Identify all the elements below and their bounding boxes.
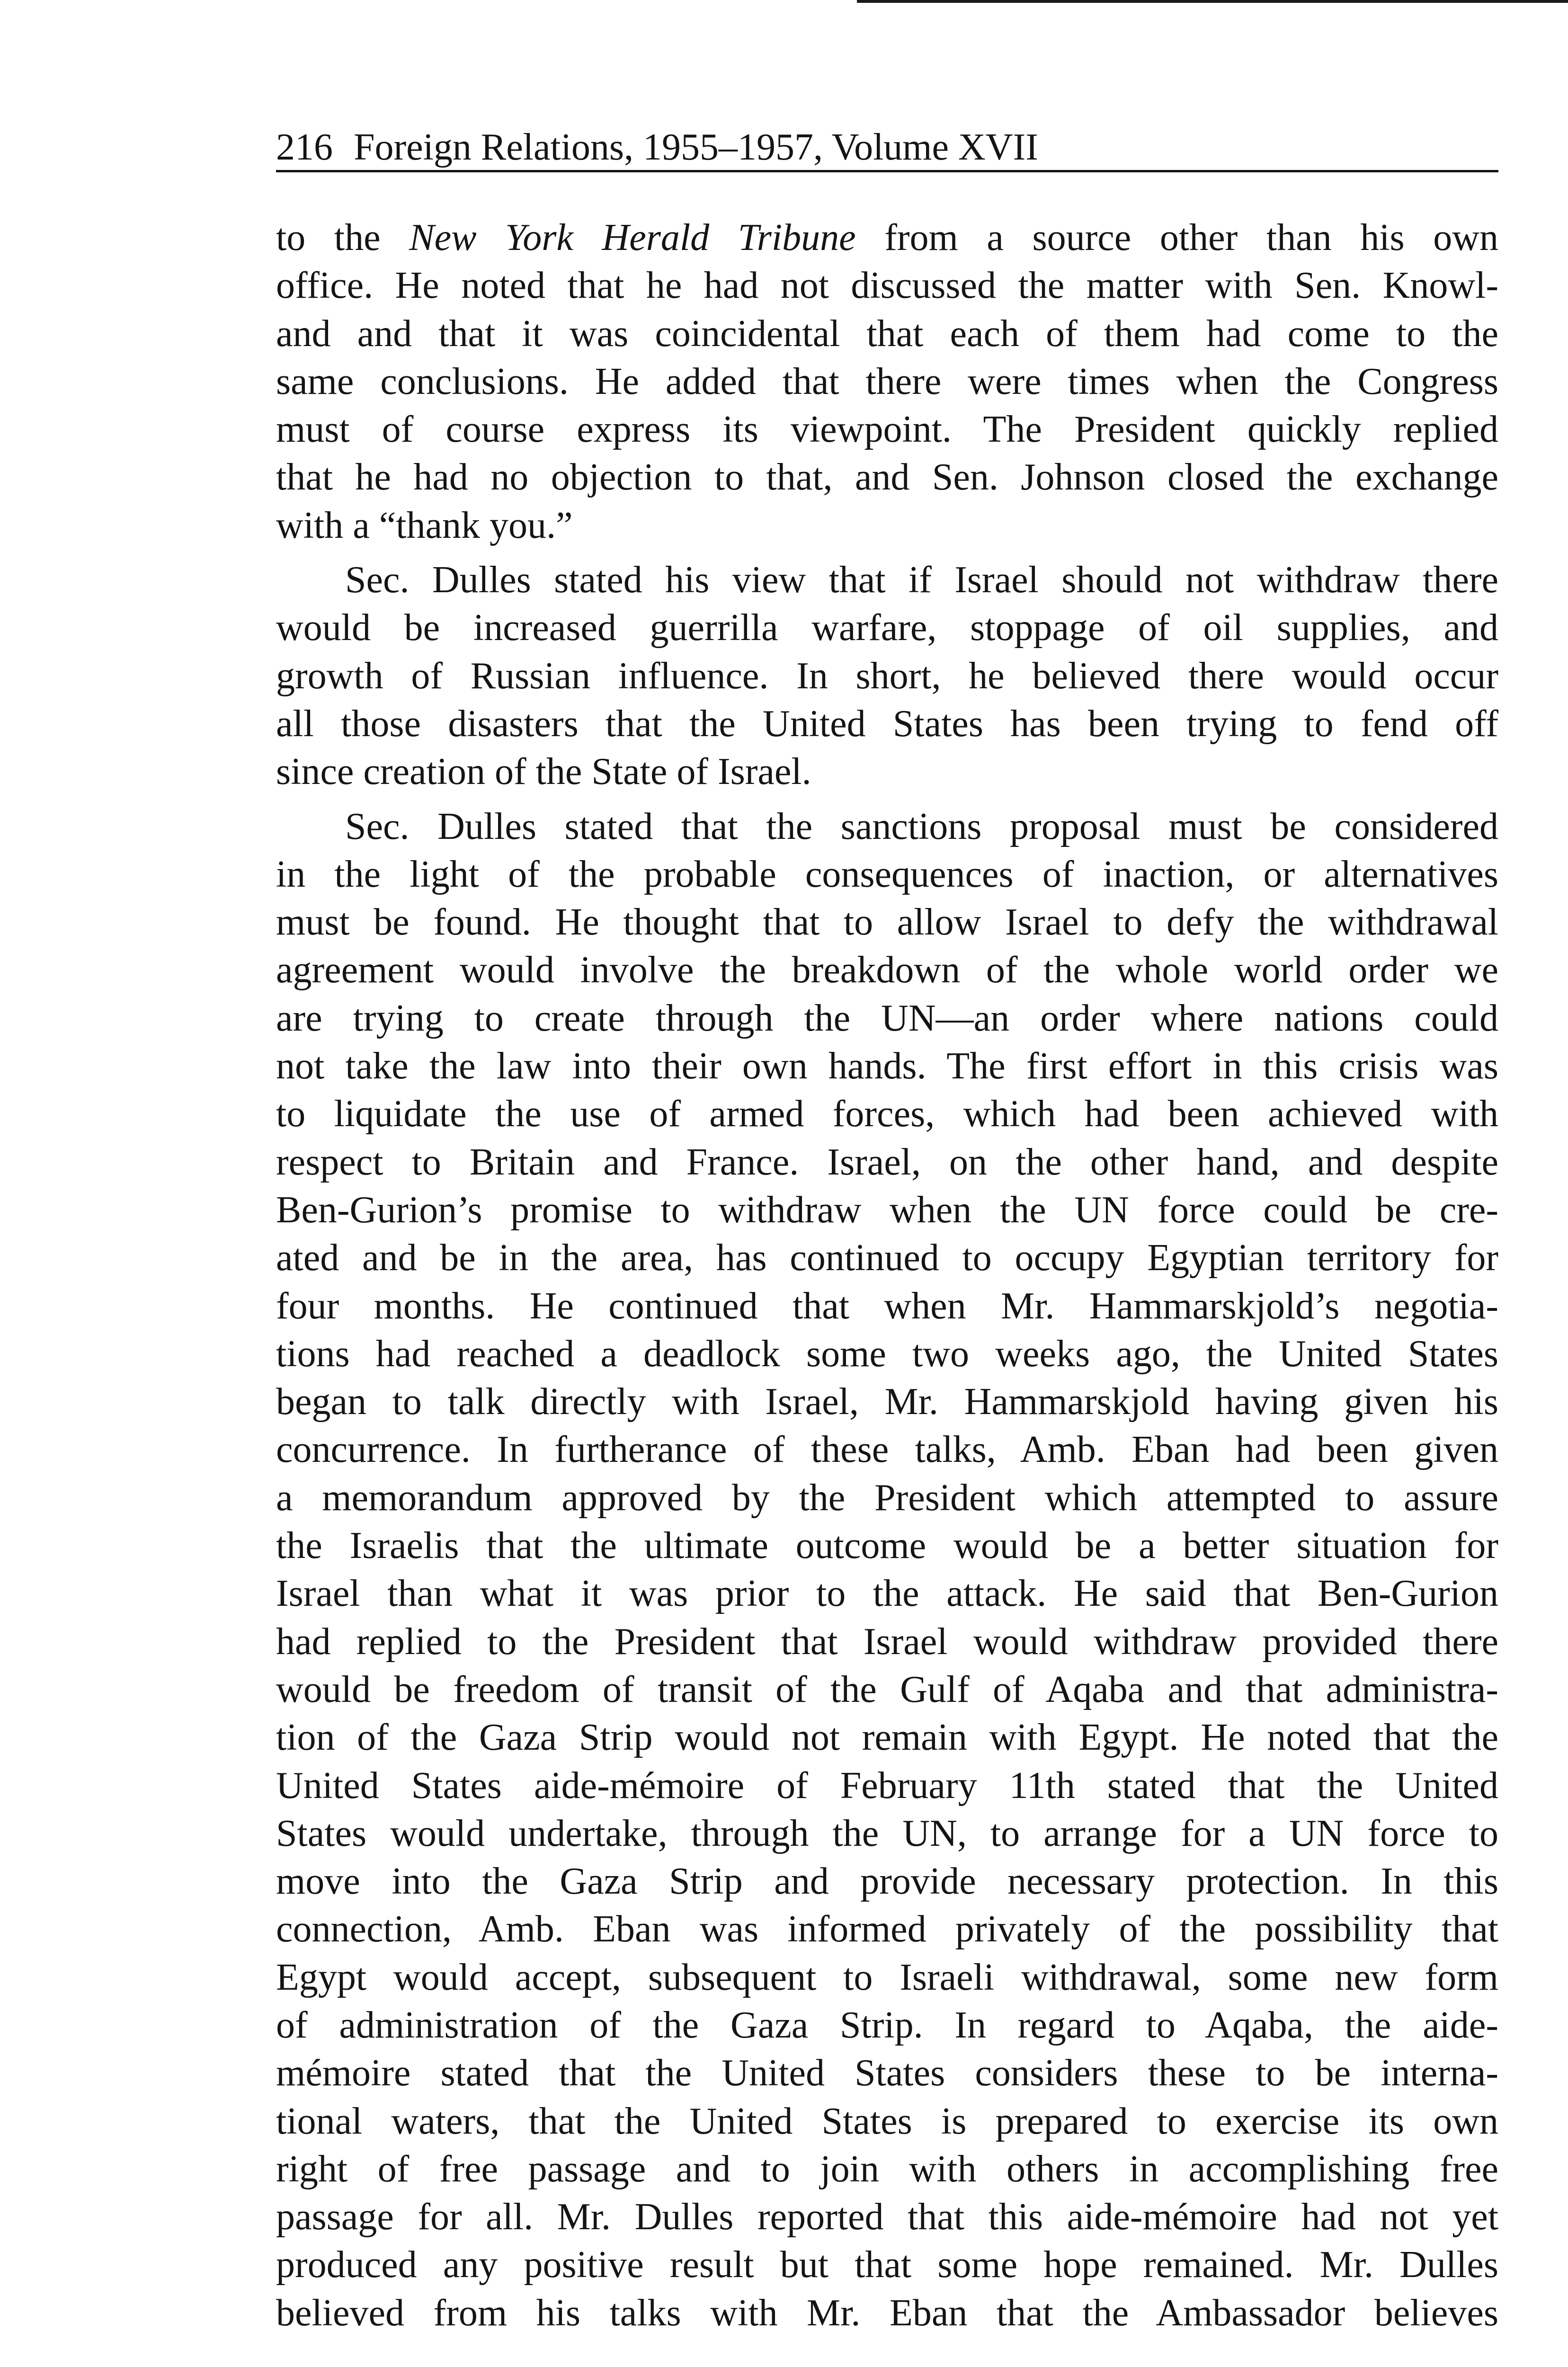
text-line: mémoire stated that the United States considers these to be interna-	[276, 2052, 1498, 2094]
text-line: passage for all. Mr. Dulles reported that this aide-mémoire had not yet	[276, 2196, 1498, 2238]
text-line: since creation of the State of Israel.	[276, 751, 811, 793]
text-fragment: to the	[276, 217, 410, 258]
text-line: in the light of the probable consequences of inaction, or alternatives	[276, 853, 1498, 895]
text-line: Israel than what it was prior to the attack. He said that Ben-Gurion	[276, 1573, 1498, 1615]
text-line: believed from his talks with Mr. Eban that the Ambassador believes	[276, 2292, 1498, 2334]
text-line: four months. He continued that when Mr. Hammarskjold’s negotia-	[276, 1285, 1498, 1327]
text-line	[276, 214, 1498, 262]
text-line: tion of the Gaza Strip would not remain with Egypt. He noted that the	[276, 1717, 1498, 1759]
newspaper-title: New York Herald Tribune	[409, 217, 856, 258]
text-line: all those disasters that the United States has been trying to fend off	[276, 703, 1498, 745]
text-fragment: from a source other than his own	[855, 217, 1499, 258]
text-line: must be found. He thought that to allow Israel to defy the withdrawal	[276, 901, 1498, 943]
running-title: Foreign Relations, 1955–1957, Volume XVII	[354, 126, 1038, 168]
text-line: States would undertake, through the UN, to arrange for a UN force to	[276, 1812, 1498, 1854]
header-text	[276, 128, 1038, 166]
text-line: agreement would involve the breakdown of the whole world order we	[276, 949, 1498, 991]
text-line: Egypt would accept, subsequent to Israeli withdrawal, some new form	[276, 1956, 1498, 1998]
text-line: the Israelis that the ultimate outcome would be a better situation for	[276, 1525, 1498, 1567]
text-line: United States aide-mémoire of February 11th stated that the United	[276, 1764, 1498, 1806]
text-line: that he had no objection to that, and Sen. Johnson closed the exchange	[276, 456, 1498, 498]
text-line: produced any positive result but that some hope remained. Mr. Dulles	[276, 2244, 1498, 2286]
text-line: tions had reached a deadlock some two weeks ago, the United States	[276, 1333, 1498, 1375]
text-line: concurrence. In furtherance of these talks, Amb. Eban had been given	[276, 1429, 1498, 1471]
page-number: 216	[276, 126, 333, 168]
text-line: growth of Russian influence. In short, he believed there would occur	[276, 655, 1498, 697]
text-line: must of course express its viewpoint. The President quickly replied	[276, 409, 1498, 451]
text-line: move into the Gaza Strip and provide necessary protection. In this	[276, 1860, 1498, 1903]
text-line: are trying to create through the UN—an order where nations could	[276, 997, 1498, 1039]
text-line: Ben-Gurion’s promise to withdraw when the UN force could be cre-	[276, 1189, 1498, 1231]
text-line: office. He noted that he had not discussed the matter with Sen. Knowl-	[276, 265, 1498, 307]
text-line: and and that it was coincidental that each of them had come to the	[276, 312, 1498, 355]
text-line: same conclusions. He added that there were times when the Congress	[276, 360, 1498, 402]
text-line: respect to Britain and France. Israel, on the other hand, and despite	[276, 1141, 1498, 1183]
document-body	[276, 214, 1498, 2337]
text-line: of administration of the Gaza Strip. In regard to Aqaba, the aide-	[276, 2004, 1498, 2046]
text-line: not take the law into their own hands. The first effort in this crisis was	[276, 1045, 1498, 1087]
paragraph-start: Sec. Dulles stated his view that if Israel should not withdraw there	[345, 559, 1498, 601]
text-line: to liquidate the use of armed forces, which had been achieved with	[276, 1093, 1498, 1135]
text-line: would be increased guerrilla warfare, stoppage of oil supplies, and	[276, 607, 1498, 649]
text-line: began to talk directly with Israel, Mr. Hammarskjold having given his	[276, 1381, 1498, 1423]
paragraph-start: Sec. Dulles stated that the sanctions proposal must be considered	[345, 805, 1498, 847]
text-line: with a “thank you.”	[276, 504, 573, 546]
text-line: would be freedom of transit of the Gulf of Aqaba and that administra-	[276, 1668, 1498, 1710]
text-line: a memorandum approved by the President which attempted to assure	[276, 1477, 1498, 1519]
text-line: tional waters, that the United States is prepared to exercise its own	[276, 2100, 1498, 2142]
text-line: right of free passage and to join with others in accomplishing free	[276, 2148, 1498, 2190]
running-header	[276, 110, 1498, 172]
text-line: had replied to the President that Israel would withdraw provided there	[276, 1620, 1498, 1663]
text-line: ated and be in the area, has continued to occupy Egyptian territory for	[276, 1237, 1498, 1279]
text-line: connection, Amb. Eban was informed privately of the possibility that	[276, 1908, 1498, 1950]
scan-border	[857, 0, 1568, 3]
